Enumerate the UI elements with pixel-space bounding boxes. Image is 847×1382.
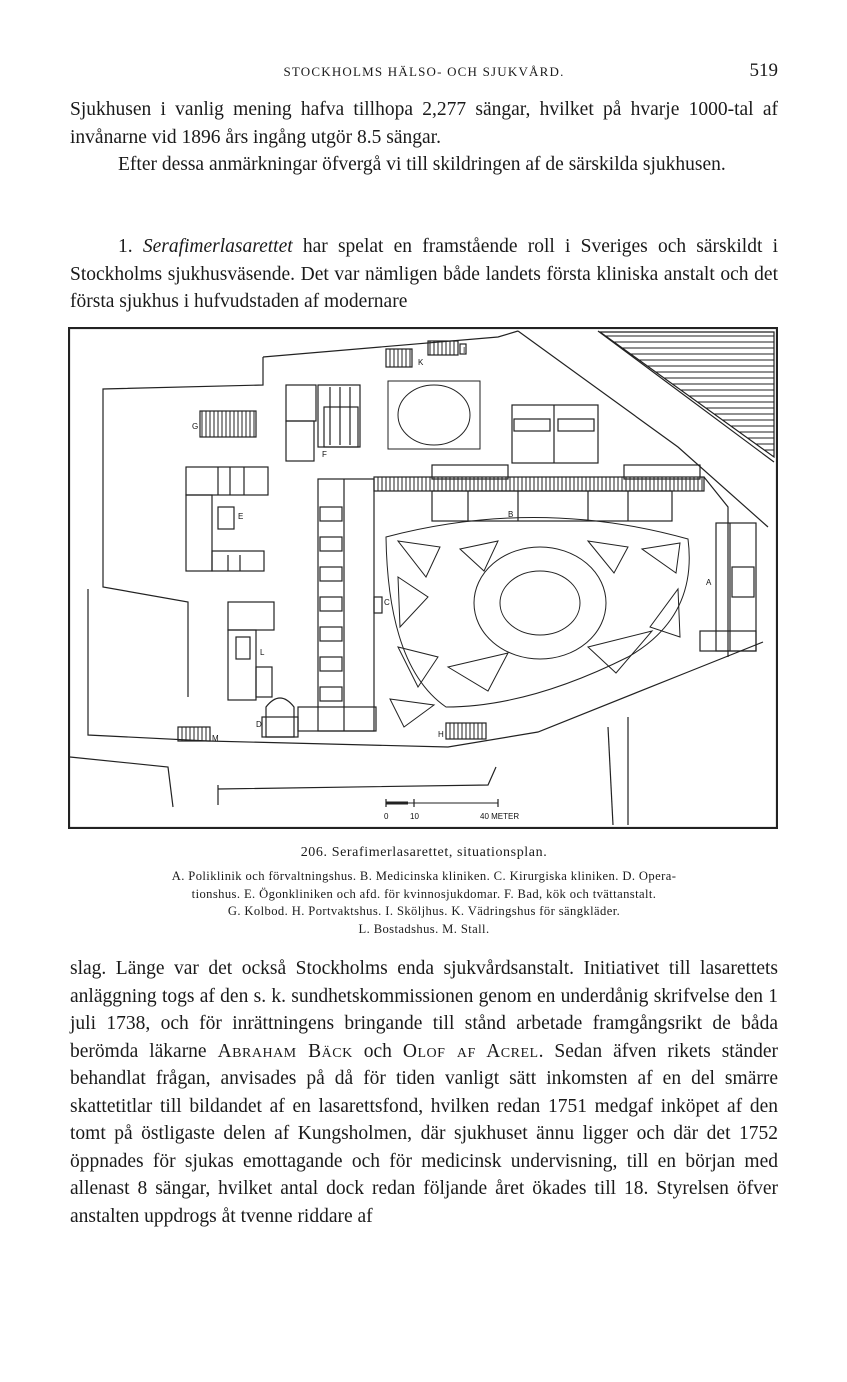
paragraph-history xyxy=(70,955,778,1230)
building-m-stable xyxy=(178,727,210,741)
label-f: F xyxy=(322,450,327,459)
history-text-1: slag. Länge var det också Stockholms enda sjukvårdsanstalt. Initiativet till lasarettets anläggning togs af den s. k. sundhetskommissionen genom en underdånig skrifvelse den 1 juli 1738, och för inrättningens bringande till stånd arbetade framgångsrikt de båda berömda läkarne xyxy=(70,958,778,1062)
label-g: G xyxy=(192,422,199,431)
building-l xyxy=(228,602,274,700)
label-i: I xyxy=(463,346,466,355)
label-a: A xyxy=(706,578,712,587)
figure-legend xyxy=(74,868,774,938)
paragraph-serafimer-text: har spelat en framstående roll i Sveriges och särskildt i Stockholms sjukhusväsende. Det var nämligen både landets första kliniska anstalt och det första sjukhus i hufvudstaden af modernare xyxy=(70,236,779,312)
label-d: D xyxy=(256,720,262,729)
building-g-woodshed xyxy=(200,411,256,437)
legend-line: tionshus. E. Ögonkliniken och afd. för kvinnosjukdomar. F. Bad, kök och tvättanstalt. xyxy=(191,886,657,901)
label-c: C xyxy=(384,598,390,607)
building-a-poliklinik xyxy=(700,477,756,657)
building-h-portvakt xyxy=(446,723,486,739)
building-e xyxy=(186,467,268,571)
page-header xyxy=(70,60,778,84)
plan-frame xyxy=(69,328,777,828)
building-b-medicinska xyxy=(374,405,704,521)
history-text-3: . Sedan äfven rikets ständer behandlat frågan, anvisades på då för tiden vanligt sätt inkomsten af en del smärre skattetitlar till bildandet af en lasarettsfond, hvilken redan 1751 medgaf inköpet af den tomt på östligaste delen af Kungsholmen, där sjukhuset ännu ligger och där det 1752 öppnades för sjukas emottagande och för medicinsk undervisning, till en början med allenast 8 sängar, hvilket antal dock redan följande året ökades till 18. Styrelsen öfver anstalten uppdrogs åt tvenne riddare af xyxy=(70,1040,779,1227)
paragraph-serafimer-intro xyxy=(70,233,778,316)
building-k xyxy=(386,349,412,367)
scale-forty: 40 METER xyxy=(480,812,520,821)
legend-line: G. Kolbod. H. Portvaktshus. I. Sköljhus. K. Vädringshus för sängkläder. xyxy=(227,904,621,918)
site-plan-figure xyxy=(68,327,778,829)
scale-ten: 10 xyxy=(410,812,419,821)
person-name: Abraham Bäck xyxy=(217,1040,353,1062)
page-number: 519 xyxy=(749,60,778,81)
hospital-name: Serafimerlasarettet xyxy=(142,236,293,257)
figure-caption: 206. Serafimerlasarettet, situationsplan. xyxy=(300,845,548,860)
building-d xyxy=(262,698,298,737)
label-b: B xyxy=(508,510,514,519)
scale-bar xyxy=(384,799,519,821)
legend-line: A. Poliklinik och förvaltningshus. B. Medicinska kliniken. C. Kirurgiska kliniken. D. Opera- xyxy=(171,869,677,883)
label-m: M xyxy=(212,734,219,743)
label-k: K xyxy=(418,358,424,367)
legend-line: L. Bostadshus. M. Stall. xyxy=(358,921,490,936)
water-hatching xyxy=(600,332,774,457)
building-central-wing xyxy=(298,479,382,731)
history-text-2: och xyxy=(352,1040,403,1062)
label-e: E xyxy=(238,512,244,521)
paragraph-transition: Efter dessa anmärkningar öfvergå vi till skildringen af de särskilda sjukhusen. xyxy=(118,154,726,175)
label-l: L xyxy=(260,648,265,657)
person-name: Olof af Acrel xyxy=(402,1040,539,1062)
scale-zero: 0 xyxy=(384,812,389,821)
running-title: STOCKHOLMS HÄLSO- OCH SJUKVÅRD. xyxy=(283,64,565,79)
paragraph-bed-statistics: Sjukhusen i vanlig mening hafva tillhopa 2,277 sängar, hvilket på hvarje 1000-tal af invånarne vid 1896 års ingång utgör 8.5 sängar. xyxy=(70,99,778,148)
label-h: H xyxy=(438,730,444,739)
section-number: 1. xyxy=(118,236,143,257)
garden xyxy=(386,381,689,727)
